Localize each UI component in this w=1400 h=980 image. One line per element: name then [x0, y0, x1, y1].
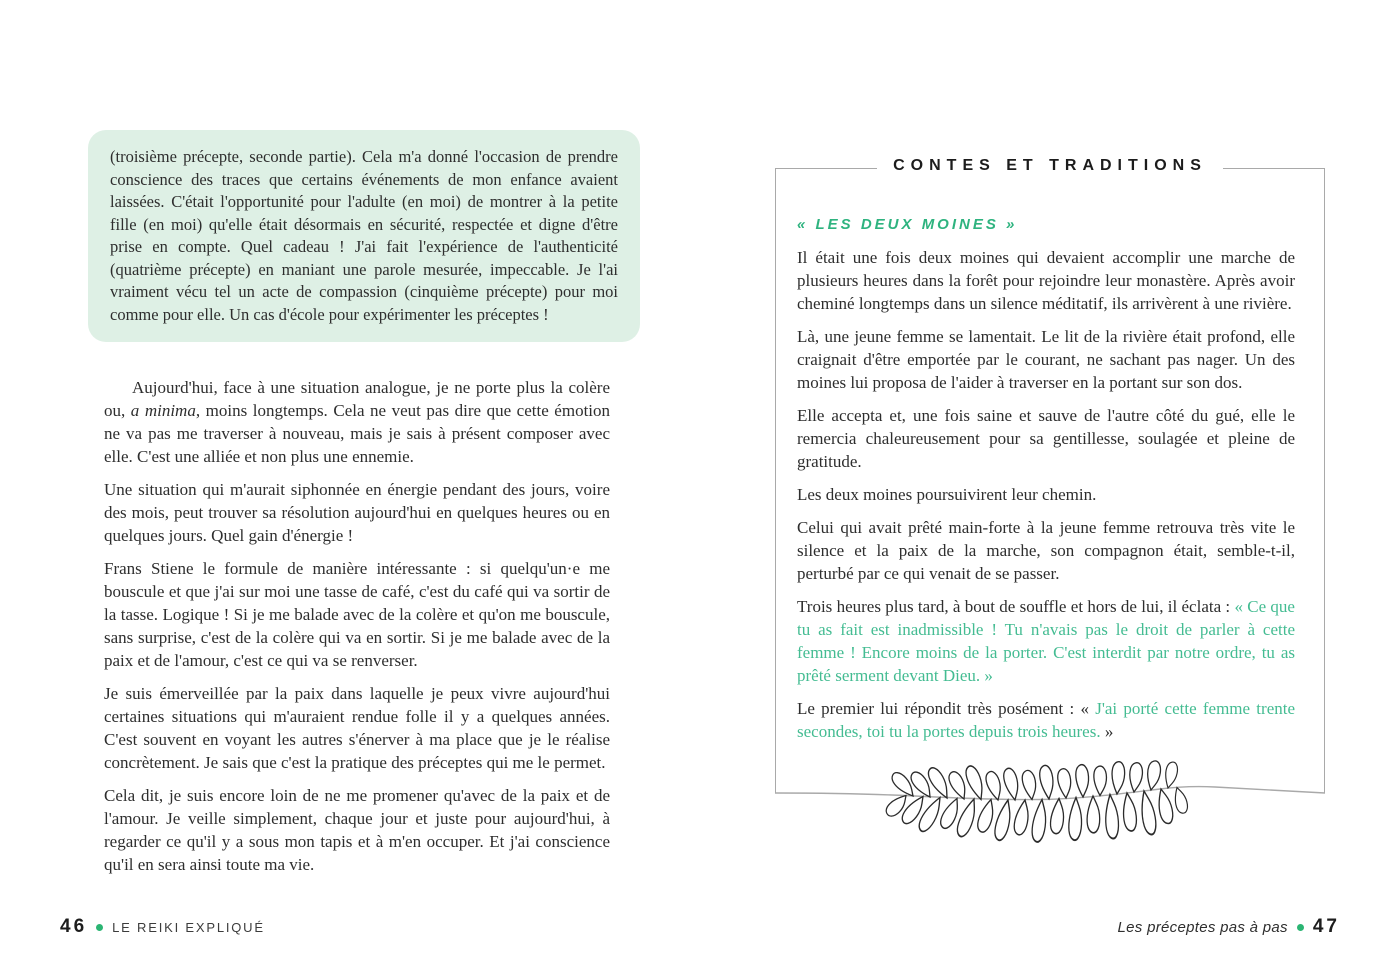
paragraph-text: , moins longtemps. Cela ne veut pas dire que cette émotion ne va pas me traverser à nouveau, mais je sais à présent composer avec elle. C'est une alliée et non plus une ennemie.	[104, 401, 611, 466]
left-body-column	[104, 376, 610, 886]
paragraph: Là, une jeune femme se lamentait. Le lit de la rivière était profond, elle craignait d'être emportée par le courant, ne sachant pas nager. Un des moines lui proposa de l'aider à traverser en la portant sur son dos.	[797, 327, 1295, 392]
chapter-title: Les préceptes pas à pas	[1117, 918, 1288, 936]
callout-box	[88, 130, 640, 342]
section-heading-text: CONTES ET TRADITIONS	[877, 157, 1223, 174]
footer-dot-icon	[1297, 924, 1304, 931]
footer-dot-icon	[96, 924, 103, 931]
paragraph: Elle accepta et, une fois saine et sauve de l'autre côté du gué, elle le remercia chaleureusement pour sa gentillesse, soulagée et pleine de gratitude.	[797, 406, 1295, 471]
footer-left	[60, 916, 265, 938]
paragraph: Une situation qui m'aurait siphonnée en énergie pendant des jours, voire des mois, peut trouver sa résolution aujourd'hui en quelques heures ou en quelques jours. Quel gain d'énergie !	[104, 480, 610, 545]
quote-green-text: « Ce que tu as fait est inadmissible ! Tu n'avais pas le droit de parler à cette femme ! Encore moins de la porter. C'est interdit par notre ordre, tu as prêté serment devant Dieu. »	[797, 597, 1295, 685]
paragraph: Frans Stiene le formule de manière intéressante : si quelqu'un·e me bouscule et que j'ai sur moi une tasse de café, c'est du café qui va sortir de la tasse. Logique ! Si je me balade avec de la colère et qu'on me bouscule, sans surprise, c'est de la colère qui va en sortir. Si je me balade avec de la paix et de l'amour, c'est ce qui va se renverser.	[104, 559, 610, 670]
paragraph-text: Aujourd'hui, face à une situation analogue, je ne porte plus la colère ou,	[104, 378, 610, 420]
paragraph: Les deux moines poursuivirent leur chemin.	[797, 485, 1097, 504]
quote-green-text: J'ai porté cette femme trente secondes, toi tu la portes depuis trois heures.	[797, 699, 1296, 741]
leaf-branch-decoration	[775, 731, 1325, 861]
callout-text: (troisième précepte, seconde partie). Cela m'a donné l'occasion de prendre conscience des traces que certains événements de mon enfance avaient laissées. C'était l'opportunité pour l'adulte (en moi) de montrer à la petite fille (en moi) qu'elle était désormais en sécurité, respectée et digne d'être prise en compte. Quel cadeau ! J'ai fait l'expérience de l'authenticité (quatrième précepte) en maniant une parole mesurée, impeccable. Je l'ai vraiment vécu tel un acte de compassion (cinquième précepte) pour moi comme pour elle. Un cas d'école pour expérimenter les préceptes !	[110, 147, 618, 324]
quote-lead: Le premier lui répondit très posément : «	[797, 699, 1096, 718]
paragraph: Je suis émerveillée par la paix dans laquelle je peux vivre aujourd'hui certaines situations qui m'auraient rendue folle il y a quelques années. C'est souvent en voyant les autres s'énerver à ma place que je le réalise concrètement. Je sais que c'est la pratique des préceptes qui me le permet.	[104, 684, 610, 772]
page-number-left: 46	[60, 916, 88, 937]
page-number-right: 47	[1312, 916, 1340, 937]
section-heading	[775, 157, 1325, 175]
book-title: LE REIKI EXPLIQUÉ	[112, 919, 265, 935]
footer-right	[1118, 916, 1340, 938]
paragraph-with-quote	[797, 595, 1295, 687]
paragraph: Celui qui avait prêté main-forte à la jeune femme retrouva très vite le silence et la paix de la marche, son compagnon était, semble-t-il, perturbé par ce qui venait de se passer.	[797, 518, 1295, 583]
quote-close: »	[1100, 722, 1114, 741]
quote-lead: Trois heures plus tard, à bout de souffle et hors de lui, il éclata :	[797, 597, 1235, 616]
italic-phrase: a minima	[130, 401, 196, 420]
paragraph	[104, 376, 610, 468]
story-column	[797, 246, 1295, 753]
story-title: « LES DEUX MOINES »	[797, 216, 1018, 233]
paragraph: Il était une fois deux moines qui devaient accomplir une marche de plusieurs heures dans la forêt pour rejoindre leur monastère. Après avoir cheminé longtemps dans un silence méditatif, ils arrivèrent à une rivière.	[797, 248, 1295, 313]
paragraph: Cela dit, je suis encore loin de ne me promener qu'avec de la paix et de l'amour. Je veille simplement, chaque jour et juste pour aujourd'hui, à regarder ce qu'il y a sous mon tapis et à m'en occuper. Et j'ai conscience qu'il en sera ainsi toute ma vie.	[104, 786, 610, 874]
